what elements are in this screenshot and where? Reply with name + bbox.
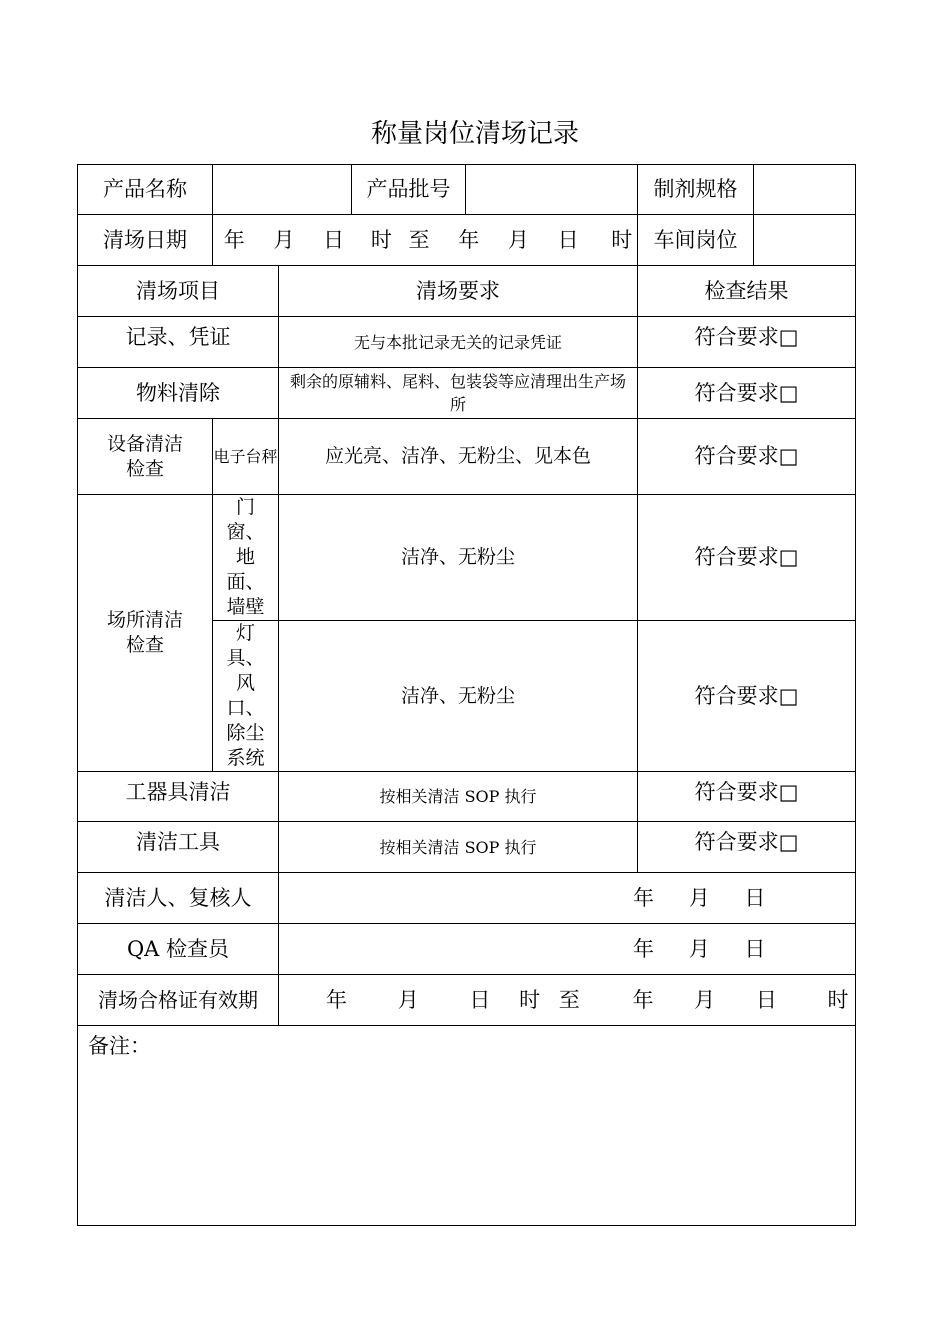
equipment-requirement: 应光亮、洁净、无粉尘、见本色: [279, 419, 638, 495]
clearance-record-table: [77, 164, 856, 1226]
cleaner-date-month: 月: [688, 885, 710, 910]
row-remarks: [78, 1026, 856, 1226]
row-clean-tools: [78, 822, 856, 873]
cleaner-date-year: 年: [633, 885, 654, 910]
validity-hour-end: 时: [827, 987, 849, 1012]
row-tools-clean: [78, 772, 856, 822]
column-requirement-header: 清场要求: [279, 266, 638, 317]
date-hour-end: 时: [611, 227, 633, 252]
row-site-doors: [78, 495, 856, 621]
equipment-group-label: 设备清洁检查: [78, 419, 213, 495]
spec-label: 制剂规格: [638, 165, 754, 215]
remarks-label: 备注：: [88, 1034, 151, 1058]
validity-year-end: 年: [632, 987, 654, 1012]
validity-day: 日: [469, 987, 491, 1012]
qa-date-day: 日: [744, 936, 766, 961]
equipment-result-checkbox[interactable]: 符合要求□: [638, 419, 856, 495]
records-result-checkbox[interactable]: 符合要求□: [638, 317, 856, 368]
date-day: 日: [323, 227, 345, 252]
site-doors-result-checkbox[interactable]: 符合要求□: [638, 495, 856, 621]
validity-field[interactable]: [279, 975, 856, 1026]
cleaner-label: 清洁人、复核人: [78, 873, 279, 924]
row-records: [78, 317, 856, 368]
material-result-checkbox[interactable]: 符合要求□: [638, 368, 856, 419]
material-item: 物料清除: [78, 368, 279, 419]
column-item-header: 清场项目: [78, 266, 279, 317]
validity-month-end: 月: [694, 987, 716, 1012]
records-requirement: 无与本批记录无关的记录凭证: [279, 317, 638, 368]
row-qa: [78, 924, 856, 975]
date-month-end: 月: [507, 227, 529, 252]
batch-label: 产品批号: [352, 165, 466, 215]
column-result-header: 检查结果: [638, 266, 856, 317]
validity-month: 月: [397, 987, 419, 1012]
clear-date-label: 清场日期: [78, 215, 213, 266]
site-lights-result-checkbox[interactable]: 符合要求□: [638, 621, 856, 772]
clear-date-field[interactable]: [213, 215, 638, 266]
validity-hour: 时: [519, 987, 541, 1012]
date-to: 至: [408, 227, 430, 252]
row-clear-date: [78, 215, 856, 266]
document-title: 称量岗位清场记录: [370, 119, 579, 149]
batch-field[interactable]: [466, 165, 638, 215]
row-equipment: [78, 419, 856, 495]
site-lights-sub-label: 灯具、风口、除尘系统: [213, 621, 279, 772]
validity-year: 年: [326, 987, 347, 1012]
date-hour: 时: [370, 227, 392, 252]
records-item: 记录、凭证: [78, 317, 279, 368]
product-name-field[interactable]: [213, 165, 352, 215]
date-year: 年: [223, 227, 245, 252]
qa-label: QA 检查员: [78, 924, 279, 975]
qa-date-year: 年: [633, 936, 654, 961]
cleaner-signature-field[interactable]: [279, 873, 856, 924]
date-year-end: 年: [458, 227, 480, 252]
site-doors-requirement: 洁净、无粉尘: [279, 495, 638, 621]
equipment-sub-label: 电子台秤: [213, 419, 279, 495]
row-cleaner: [78, 873, 856, 924]
workshop-field[interactable]: [754, 215, 856, 266]
product-name-label: 产品名称: [78, 165, 213, 215]
validity-label: 清场合格证有效期: [78, 975, 279, 1026]
site-group-label: 场所清洁检查: [78, 495, 213, 772]
site-doors-sub-label: 门窗、地面、墙壁: [213, 495, 279, 621]
row-validity: [78, 975, 856, 1026]
workshop-label: 车间岗位: [638, 215, 754, 266]
site-lights-requirement: 洁净、无粉尘: [279, 621, 638, 772]
tools-clean-item: 工器具清洁: [78, 772, 279, 822]
cleaner-date-day: 日: [744, 885, 766, 910]
row-product-info: [78, 165, 856, 215]
validity-day-end: 日: [755, 987, 777, 1012]
tools-clean-result-checkbox[interactable]: 符合要求□: [638, 772, 856, 822]
row-material: [78, 368, 856, 419]
remarks-field[interactable]: [78, 1026, 856, 1226]
clean-tools-requirement: 按相关清洁 SOP 执行: [279, 822, 638, 873]
validity-to: 至: [558, 987, 580, 1012]
qa-date-month: 月: [688, 936, 710, 961]
date-day-end: 日: [557, 227, 579, 252]
clean-tools-item: 清洁工具: [78, 822, 279, 873]
tools-clean-requirement: 按相关清洁 SOP 执行: [279, 772, 638, 822]
clean-tools-result-checkbox[interactable]: 符合要求□: [638, 822, 856, 873]
date-month: 月: [273, 227, 295, 252]
spec-field[interactable]: [754, 165, 856, 215]
qa-signature-field[interactable]: [279, 924, 856, 975]
material-requirement: 剩余的原辅料、尾料、包装袋等应清理出生产场所: [279, 368, 638, 419]
row-column-headers: [78, 266, 856, 317]
